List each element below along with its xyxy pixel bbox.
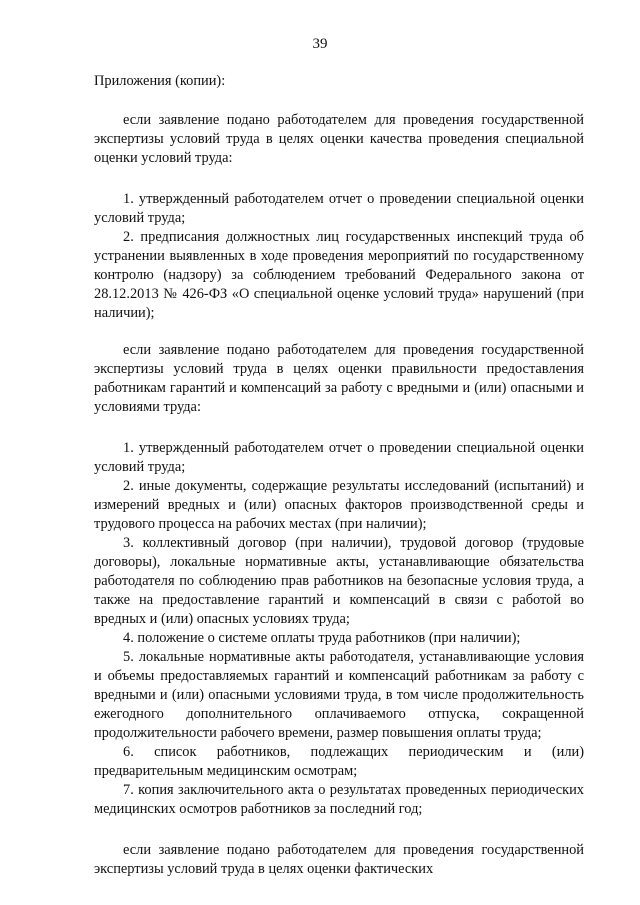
section-2-item-7: 7. копия заключительного акта о результатах проведенных периодических медицинских осмотров работников за последний год; <box>94 782 584 817</box>
appendices-heading: Приложения (копии): <box>94 73 226 89</box>
section-2-item-1: 1. утвержденный работодателем отчет о проведении специальной оценки условий труда; <box>94 440 584 475</box>
section-3-intro: если заявление подано работодателем для проведения государственной экспертизы условий труда в целях оценки фактических <box>94 842 584 877</box>
section-2-item-3: 3. коллективный договор (при наличии), трудовой договор (трудовые договоры), локальные нормативные акты, устанавливающие обязательства работодателя по соблюдению прав работников на безопасные условия труда, а также на предоставление гарантий и компенсаций в связи с работой во вредных и (или) опасных условиях труда; <box>94 535 584 627</box>
section-1-item-2: 2. предписания должностных лиц государственных инспекций труда об устранении выявленных в ходе проведения мероприятий по государственному контролю (надзору) за соблюдением требований Федерального закона от 28.12.2013 № 426-ФЗ «О специальной оценке условий труда» нарушений (при наличии); <box>94 229 584 321</box>
section-2-item-2: 2. иные документы, содержащие результаты исследований (испытаний) и измерений вредных и (или) опасных факторов производственной среды и трудового процесса на рабочих местах (при наличии); <box>94 478 584 532</box>
section-2-item-5: 5. локальные нормативные акты работодателя, устанавливающие условия и объемы предоставляемых гарантий и компенсаций работникам за работу с вредными и (или) опасными условиями труда, в том числе продолжительность ежегодного дополнительного оплачиваемого отпуска, сокращенной продолжительности рабочего времени, размер повышения оплаты труда; <box>94 649 584 741</box>
section-2-item-6: 6. список работников, подлежащих периодическим и (или) предварительным медицинским осмотрам; <box>94 744 584 779</box>
page-number: 39 <box>312 36 328 52</box>
section-2-item-4: 4. положение о системе оплаты труда работников (при наличии); <box>123 630 521 646</box>
section-1-intro: если заявление подано работодателем для проведения государственной экспертизы условий труда в целях оценки качества проведения специальной оценки условий труда: <box>94 112 584 166</box>
section-1-item-1: 1. утвержденный работодателем отчет о проведении специальной оценки условий труда; <box>94 191 584 226</box>
document-body <box>94 72 584 879</box>
section-2-intro: если заявление подано работодателем для проведения государственной экспертизы условий труда в целях оценки правильности предоставления работникам гарантий и компенсаций за работу с вредными и (или) опасными и условиями труда: <box>94 342 584 415</box>
